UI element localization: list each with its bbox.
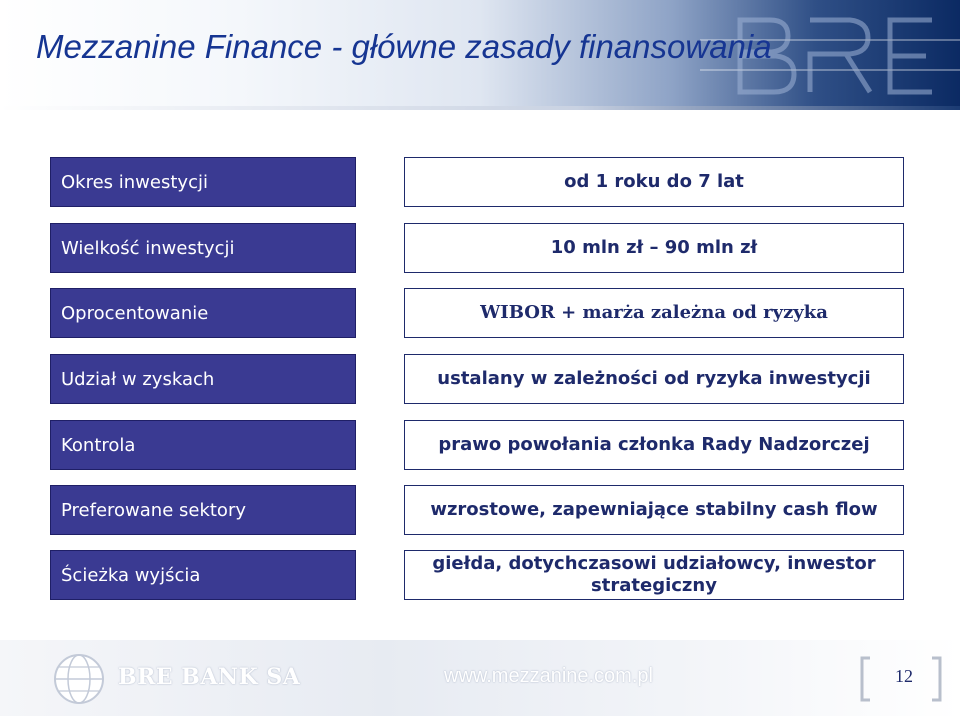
footer-bar bbox=[0, 640, 960, 716]
row-label: Oprocentowanie bbox=[61, 302, 209, 324]
row-value-box bbox=[404, 485, 904, 535]
row-label-box bbox=[50, 485, 356, 535]
row-label: Wielkość inwestycji bbox=[61, 237, 235, 259]
table-row bbox=[0, 354, 960, 406]
row-label-box bbox=[50, 550, 356, 600]
table-row bbox=[0, 550, 960, 602]
row-value-box bbox=[404, 354, 904, 404]
header-banner bbox=[0, 0, 960, 108]
website-url[interactable]: www.mezzanine.com.pl bbox=[444, 665, 653, 687]
row-label-box bbox=[50, 223, 356, 273]
row-label-box bbox=[50, 157, 356, 207]
table-row bbox=[0, 288, 960, 340]
bank-name: BRE BANK SA bbox=[118, 664, 301, 690]
table-row bbox=[0, 485, 960, 537]
header-divider bbox=[0, 106, 960, 110]
row-value: WIBOR + marża zależna od ryzyka bbox=[480, 302, 828, 323]
row-label: Kontrola bbox=[61, 434, 136, 456]
table-row bbox=[0, 223, 960, 275]
page-number: 12 bbox=[895, 666, 913, 686]
row-label-box bbox=[50, 288, 356, 338]
row-label: Preferowane sektory bbox=[61, 499, 247, 521]
row-value-box bbox=[404, 288, 904, 338]
row-value: 10 mln zł – 90 mln zł bbox=[550, 237, 758, 258]
table-row bbox=[0, 420, 960, 472]
bre-globe-logo-icon bbox=[52, 652, 106, 706]
row-label: Okres inwestycji bbox=[61, 171, 208, 193]
page-title: Mezzanine Finance - główne zasady finansowania bbox=[36, 28, 772, 65]
row-value-box bbox=[404, 157, 904, 207]
row-value: od 1 roku do 7 lat bbox=[564, 171, 744, 192]
row-label: Udział w zyskach bbox=[61, 368, 215, 390]
table-row bbox=[0, 157, 960, 209]
row-label-box bbox=[50, 420, 356, 470]
row-value: ustalany w zależności od ryzyka inwestycji bbox=[437, 368, 871, 389]
row-value: giełda, dotychczasowi udziałowcy, inwestor strategiczny bbox=[432, 553, 876, 596]
row-value-box bbox=[404, 550, 904, 600]
row-label: Ścieżka wyjścia bbox=[61, 564, 201, 586]
row-value-box bbox=[404, 420, 904, 470]
row-value-box bbox=[404, 223, 904, 273]
row-label-box bbox=[50, 354, 356, 404]
row-value: prawo powołania członka Rady Nadzorczej bbox=[438, 434, 870, 455]
row-value: wzrostowe, zapewniające stabilny cash flow bbox=[430, 499, 878, 520]
